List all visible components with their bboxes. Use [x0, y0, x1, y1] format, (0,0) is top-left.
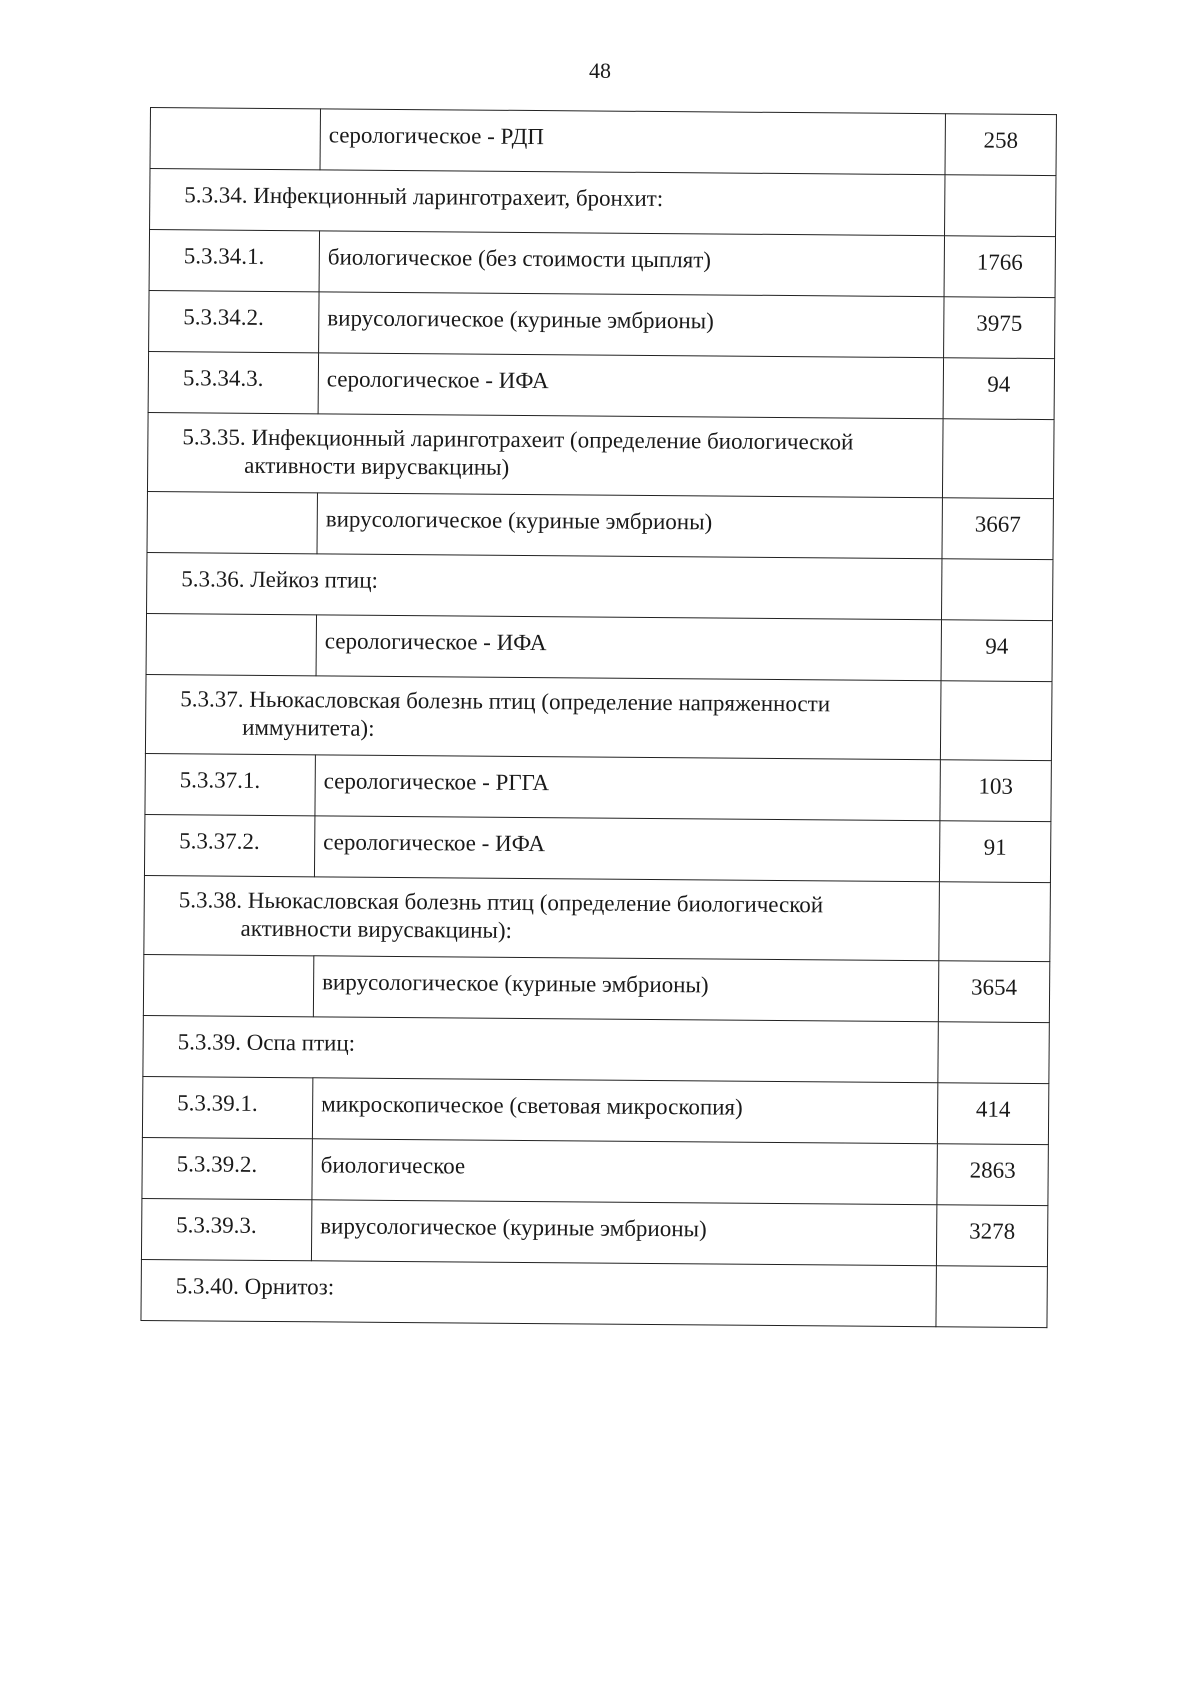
section-row — [147, 412, 1054, 498]
table-row — [143, 954, 1049, 1022]
section-title — [147, 412, 943, 497]
item-code: 5.3.37.1. — [145, 753, 315, 815]
item-description: вирусологическое (куриные эмбрионы) — [319, 292, 944, 358]
item-code — [150, 108, 320, 170]
section-price-cell — [939, 882, 1051, 962]
section-title-text: 5.3.35. Инфекционный ларинготрахеит (определение биологической активности вирусвакцины) — [182, 424, 854, 480]
item-price: 103 — [940, 760, 1051, 822]
page-number: 48 — [589, 58, 611, 83]
section-row — [141, 1259, 1047, 1327]
section-title-text: 5.3.34. Инфекционный ларинготрахеит, бронхит: — [184, 182, 664, 212]
section-row — [145, 674, 1052, 760]
table-row — [142, 1137, 1048, 1205]
item-price: 94 — [941, 620, 1052, 682]
item-price: 3667 — [942, 498, 1053, 560]
item-code — [146, 613, 316, 675]
section-title — [147, 552, 942, 619]
section-row — [144, 875, 1051, 961]
table-row — [145, 753, 1051, 821]
item-price: 91 — [939, 821, 1050, 883]
section-price-cell — [941, 559, 1052, 621]
item-code: 5.3.39.1. — [142, 1076, 312, 1138]
item-description: вирусологическое (куриные эмбрионы) — [311, 1200, 936, 1266]
item-code: 5.3.39.2. — [142, 1137, 312, 1199]
section-price-cell — [938, 1022, 1049, 1084]
section-row — [150, 169, 1056, 237]
item-description: биологическое (без стоимости цыплят) — [319, 231, 944, 297]
item-code: 5.3.37.2. — [144, 814, 314, 876]
table-row — [146, 613, 1052, 681]
item-description: серологическое - РГГА — [315, 755, 940, 821]
section-title — [144, 875, 940, 960]
item-code: 5.3.34.1. — [149, 230, 319, 292]
item-code: 5.3.34.2. — [149, 290, 319, 352]
table-row — [149, 290, 1055, 358]
item-price: 3278 — [936, 1205, 1047, 1267]
section-row — [143, 1015, 1049, 1083]
section-row — [147, 552, 1053, 620]
item-description: вирусологическое (куриные эмбрионы) — [317, 493, 942, 559]
item-description: серологическое - ИФА — [314, 816, 939, 882]
item-price: 3975 — [944, 297, 1055, 359]
item-description: микроскопическое (световая микроскопия) — [312, 1078, 937, 1144]
item-description: вирусологическое (куриные эмбрионы) — [313, 956, 938, 1022]
table-row — [144, 814, 1050, 882]
item-price: 2863 — [937, 1144, 1048, 1206]
item-code — [147, 491, 317, 553]
section-title — [141, 1259, 936, 1326]
section-title-text: 5.3.37. Ньюкасловская болезнь птиц (определение напряженности иммунитета): — [180, 686, 831, 741]
item-description: биологическое — [312, 1139, 937, 1205]
item-price: 94 — [943, 358, 1054, 420]
item-price: 414 — [937, 1083, 1048, 1145]
section-price-cell — [945, 175, 1056, 237]
section-title-text: 5.3.36. Лейкоз птиц: — [181, 566, 379, 593]
item-price: 3654 — [938, 961, 1049, 1023]
section-price-cell — [940, 681, 1052, 761]
section-title — [143, 1015, 938, 1082]
section-title-text: 5.3.40. Орнитоз: — [175, 1273, 335, 1300]
table-row — [149, 230, 1055, 298]
table-row — [147, 491, 1053, 559]
section-title — [145, 674, 941, 759]
item-price: 1766 — [944, 236, 1055, 298]
item-description: серологическое - ИФА — [318, 353, 943, 419]
price-table — [140, 107, 1057, 1328]
table-row — [141, 1198, 1047, 1266]
table-body — [141, 108, 1056, 1328]
table-row — [148, 351, 1054, 419]
section-price-cell — [936, 1266, 1047, 1328]
item-price: 258 — [945, 114, 1056, 176]
table-row — [150, 108, 1056, 176]
table-row — [142, 1076, 1048, 1144]
section-title — [150, 169, 945, 236]
section-price-cell — [942, 419, 1054, 499]
section-title-text: 5.3.38. Ньюкасловская болезнь птиц (определение биологической активности вирусвакцины): — [178, 887, 824, 943]
item-description: серологическое - РДП — [320, 109, 945, 175]
item-code: 5.3.34.3. — [148, 351, 318, 413]
section-title-text: 5.3.39. Оспа птиц: — [177, 1029, 356, 1056]
item-code: 5.3.39.3. — [141, 1198, 311, 1260]
item-code — [143, 954, 313, 1016]
item-description: серологическое - ИФА — [316, 615, 941, 681]
